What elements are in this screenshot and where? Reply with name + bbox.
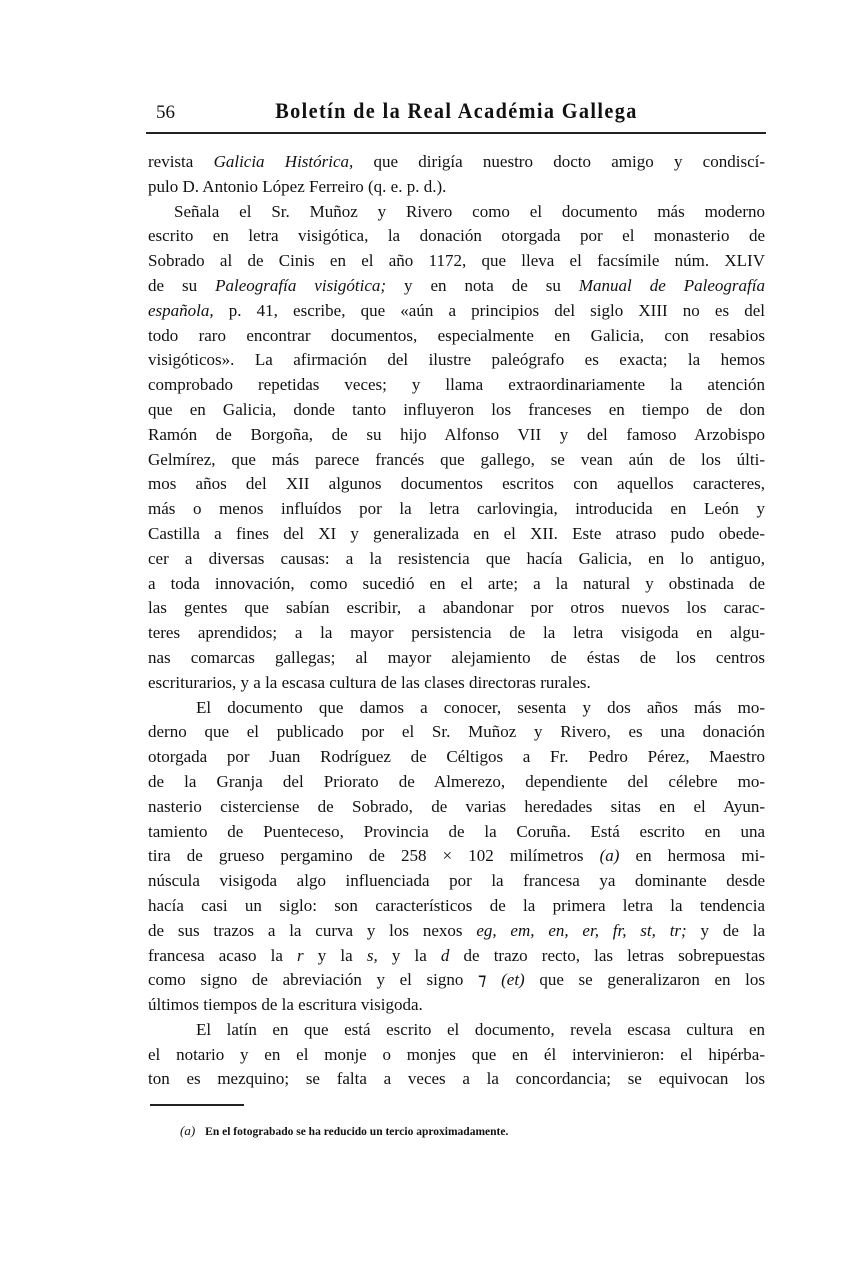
text-span: Señala el Sr. Muñoz y Rivero como el documento más moderno — [174, 201, 765, 221]
text-line — [148, 671, 765, 696]
italic-text: Manual de Paleografía — [578, 275, 765, 295]
text-line — [148, 175, 765, 200]
text-span: y la — [303, 945, 367, 965]
text-line — [148, 820, 765, 845]
italic-text: (et) — [501, 970, 525, 990]
text-span: Gelmírez, que más parece francés que gallego, se vean aún de los últi- — [148, 449, 765, 469]
text-span: nas comarcas gallegas; al mayor alejamiento de éstas de los centros — [148, 647, 765, 667]
text-span: que en Galicia, donde tanto influyeron los franceses en tiempo de don — [148, 399, 765, 419]
text-span: de trazo recto, las letras sobrepuestas — [449, 945, 765, 965]
text-span: que se generalizaron en los — [524, 970, 766, 990]
text-span: últimos tiempos de la escritura visigoda. — [148, 995, 423, 1015]
text-span: como signo de abreviación y el signo ⁊ — [148, 970, 502, 990]
text-span: Sobrado al de Cinis en el año 1172, que lleva el facsímile núm. XLIV — [148, 251, 765, 271]
footnote-rule — [150, 1104, 244, 1106]
text-line — [148, 596, 765, 621]
text-span: revista — [148, 152, 214, 171]
text-span: francesa acaso la — [148, 945, 298, 965]
text-line — [148, 621, 765, 646]
text-span: hacía casi un siglo: son característicos de la primera letra la tendencia — [148, 895, 765, 915]
text-span: de la Granja del Priorato de Almerezo, dependiente del célebre mo- — [148, 771, 765, 791]
text-span: a toda innovación, como sucedió en el arte; a la natural y obstinada de — [148, 573, 765, 593]
text-line — [148, 150, 765, 175]
text-span: tamiento de Puenteceso, Provincia de la Coruña. Está escrito en una — [148, 821, 765, 841]
text-line — [148, 869, 765, 894]
text-line — [148, 448, 765, 473]
text-line — [148, 993, 765, 1018]
text-span: escriturarios, y a la escasa cultura de las clases directoras rurales. — [148, 672, 591, 692]
text-line — [148, 373, 765, 398]
text-line — [148, 968, 765, 993]
text-line — [148, 1043, 765, 1068]
text-span: visigóticos». La afirmación del ilustre paleógrafo es exacta; la hemos — [148, 350, 765, 370]
footnote-text: En el fotograbado se ha reducido un tercio aproximadamente. — [205, 1126, 509, 1138]
text-line — [148, 398, 765, 423]
footnote-mark: (a) — [180, 1123, 196, 1138]
text-span: otorgada por Juan Rodríguez de Céltigos a Fr. Pedro Pérez, Maestro — [148, 747, 765, 767]
text-span: escrito en letra visigótica, la donación otorgada por el monasterio de — [148, 226, 765, 246]
text-span: y la — [377, 945, 441, 965]
text-span: todo raro encontrar documentos, especialmente en Galicia, con resabios — [148, 325, 765, 345]
text-line — [148, 547, 765, 572]
body-text — [148, 150, 765, 1092]
text-line — [148, 646, 765, 671]
text-span: núscula visigoda algo influenciada por la francesa ya dominante desde — [148, 871, 765, 891]
text-span: derno que el publicado por el Sr. Muñoz y Rivero, es una donación — [148, 722, 765, 742]
text-line — [148, 497, 765, 522]
italic-text: s, — [366, 945, 378, 965]
text-span: tira de grueso pergamino de 258 × 102 milímetros — [148, 846, 600, 866]
text-line — [148, 745, 765, 770]
text-span: que dirigía nuestro docto amigo y condiscí- — [353, 152, 765, 171]
text-line — [148, 423, 765, 448]
text-line — [148, 894, 765, 919]
text-span: de sus trazos a la curva y los nexos — [148, 920, 477, 940]
text-line — [148, 720, 765, 745]
text-line — [148, 472, 765, 497]
text-line — [148, 1018, 765, 1043]
text-span: nasterio cisterciense de Sobrado, de varias heredades sitas en el Ayun- — [148, 796, 765, 816]
text-line — [148, 200, 765, 225]
italic-text: d — [440, 945, 450, 965]
text-line — [148, 770, 765, 795]
text-span: p. 41, escribe, que «aún a principios del siglo XIII no es del — [213, 300, 765, 320]
text-line — [148, 696, 765, 721]
text-line — [148, 299, 765, 324]
text-line — [148, 522, 765, 547]
text-span: en hermosa mi- — [619, 846, 765, 866]
text-line — [148, 324, 765, 349]
text-line — [148, 844, 765, 869]
text-span: ton es mezquino; se falta a veces a la concordancia; se equivocan los — [148, 1069, 765, 1089]
text-span: El documento que damos a conocer, sesenta y dos años más mo- — [196, 697, 765, 717]
italic-text: española, — [148, 300, 214, 320]
text-line — [148, 1067, 765, 1092]
italic-text: r — [297, 945, 304, 965]
italic-text: (a) — [599, 846, 620, 866]
text-span: y en nota de su — [386, 275, 579, 295]
italic-text: Galicia Histórica, — [213, 152, 354, 171]
text-line — [148, 348, 765, 373]
text-span: las gentes que sabían escribir, a abandonar por otros nuevos los carac- — [148, 598, 765, 618]
italic-text: Paleografía visigótica; — [215, 275, 387, 295]
text-line — [148, 224, 765, 249]
page-number: 56 — [156, 102, 175, 123]
text-span: cer a diversas causas: a la resistencia que hacía Galicia, en lo antiguo, — [148, 548, 765, 568]
text-line — [148, 274, 765, 299]
text-span: El latín en que está escrito el documento, revela escasa cultura en — [196, 1019, 765, 1039]
text-span: mos años del XII algunos documentos escritos con aquellos caracteres, — [148, 474, 765, 494]
text-line — [148, 249, 765, 274]
text-span: pulo D. Antonio López Ferreiro (q. e. p. d.). — [148, 176, 447, 196]
italic-text: eg, em, en, er, fr, st, tr; — [476, 920, 687, 940]
footnote — [180, 1123, 508, 1139]
text-span: teres aprendidos; a la mayor persistencia de la letra visigoda en algu- — [148, 623, 765, 643]
header-rule — [146, 132, 766, 134]
text-line — [148, 795, 765, 820]
text-line — [148, 944, 765, 969]
text-span: Castilla a fines del XI y generalizada en el XII. Este atraso pudo obede- — [148, 523, 765, 543]
text-span: de su — [148, 275, 216, 295]
text-span: y de la — [686, 920, 765, 940]
running-title: Boletín de la Real Académia Gallega — [275, 98, 638, 123]
text-span: Ramón de Borgoña, de su hijo Alfonso VII y del famoso Arzobispo — [148, 424, 765, 444]
text-span: más o menos influídos por la letra carlovingia, introducida en León y — [148, 499, 765, 519]
text-line — [148, 919, 765, 944]
running-header — [148, 98, 765, 128]
text-line — [148, 572, 765, 597]
text-span: el notario y en el monje o monjes que en él intervinieron: el hipérba- — [148, 1044, 765, 1064]
text-span: comprobado repetidas veces; y llama extraordinariamente la atención — [148, 375, 765, 395]
